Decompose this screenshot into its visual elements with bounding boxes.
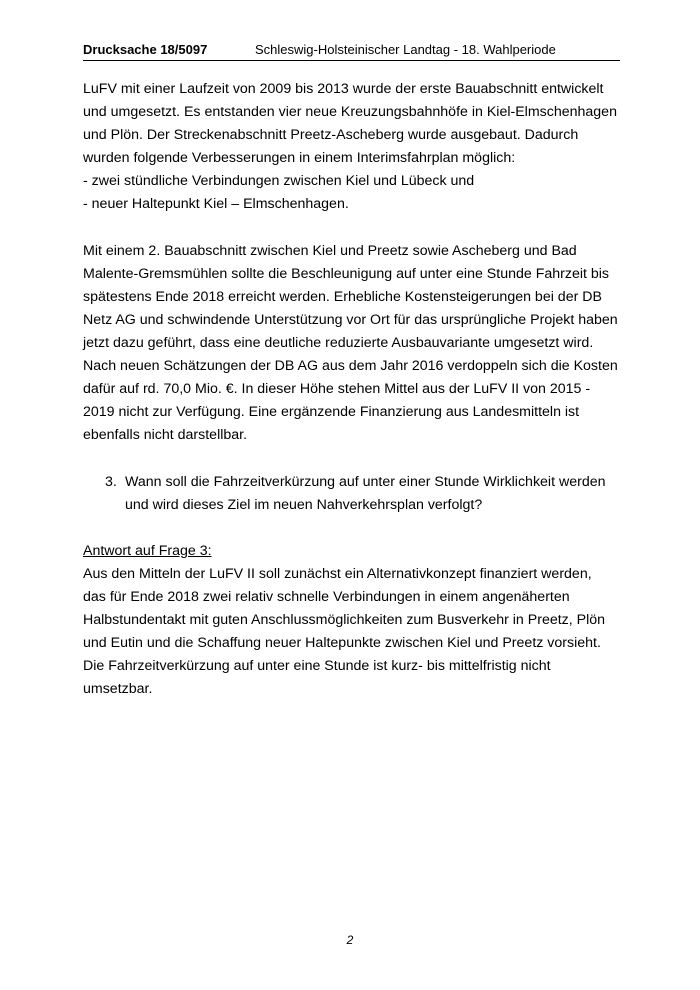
text-line: Mit einem 2. Bauabschnitt zwischen Kiel und Preetz sowie Ascheberg und Bad	[83, 242, 577, 259]
text-line: jetzt dazu geführt, dass eine deutliche reduzierte Ausbauvariante umgesetzt wird.	[83, 335, 594, 352]
text-line: und Plön. Der Streckenabschnitt Preetz-Ascheberg wurde ausgebaut. Dadurch	[83, 127, 579, 144]
question-text-line: Wann soll die Fahrzeitverkürzung auf unter einer Stunde Wirklichkeit werden	[125, 473, 606, 490]
answer-3	[83, 540, 623, 702]
text-line: spätestens Ende 2018 erreicht werden. Erhebliche Kostensteigerungen bei der DB	[83, 288, 602, 305]
question-number: 3.	[105, 473, 117, 490]
paragraph-second-section	[83, 240, 623, 448]
text-line: ebenfalls nicht darstellbar.	[83, 427, 248, 444]
text-line: Halbstundentakt mit guten Anschlussmöglichkeiten zum Busverkehr in Preetz, Plön	[83, 612, 606, 629]
text-line: dafür auf rd. 70,0 Mio. €. In dieser Höhe stehen Mittel aus der LuFV II von 2015 -	[83, 381, 591, 398]
text-line: Die Fahrzeitverkürzung auf unter eine Stunde ist kurz- bis mittelfristig nicht	[83, 658, 551, 675]
list-item: - neuer Haltepunkt Kiel – Elmschenhagen.	[83, 196, 349, 213]
text-line: Malente-Gremsmühlen sollte die Beschleunigung auf unter eine Stunde Fahrzeit bis	[83, 265, 610, 282]
text-line: Netz AG und schwindende Unterstützung vor Ort für das ursprüngliche Projekt haben	[83, 311, 618, 328]
text-line: Nach neuen Schätzungen der DB AG aus dem Jahr 2016 verdoppeln sich die Kosten	[83, 358, 618, 375]
list-item: - zwei stündliche Verbindungen zwischen Kiel und Lübeck und	[83, 173, 475, 190]
document-title: Schleswig-Holsteinischer Landtag - 18. Wahlperiode	[255, 42, 556, 57]
text-line: das für Ende 2018 zwei relativ schnelle Verbindungen in einem angenäherten	[83, 589, 570, 606]
paragraph-lufv-first-section	[83, 78, 623, 217]
paragraph-spacer	[83, 517, 623, 540]
page-header	[83, 38, 620, 61]
text-line: umsetzbar.	[83, 681, 153, 698]
text-line: 2019 nicht zur Verfügung. Eine ergänzende Finanzierung aus Landesmitteln ist	[83, 404, 580, 421]
text-line: LuFV mit einer Laufzeit von 2009 bis 2013 wurde der erste Bauabschnitt entwickelt	[83, 81, 604, 97]
text-line: Aus den Mitteln der LuFV II soll zunächst ein Alternativkonzept finanziert werden,	[83, 565, 592, 582]
paragraph-spacer	[83, 217, 623, 240]
document-number: Drucksache 18/5097	[83, 42, 208, 57]
document-body	[83, 78, 623, 702]
text-line: wurden folgende Verbesserungen in einem Interimsfahrplan möglich:	[83, 150, 516, 167]
paragraph-spacer	[83, 448, 623, 471]
question-3	[83, 471, 623, 517]
text-line: und Eutin und die Schaffung neuer Haltepunkte zwischen Kiel und Preetz vorsieht.	[83, 635, 601, 652]
question-text-line: und wird dieses Ziel im neuen Nahverkehrsplan verfolgt?	[125, 496, 483, 513]
answer-heading: Antwort auf Frage 3:	[83, 542, 212, 559]
page-number: 2	[346, 933, 354, 947]
text-line: und umgesetzt. Es entstanden vier neue Kreuzungsbahnhöfe in Kiel-Elmschenhagen	[83, 104, 617, 121]
